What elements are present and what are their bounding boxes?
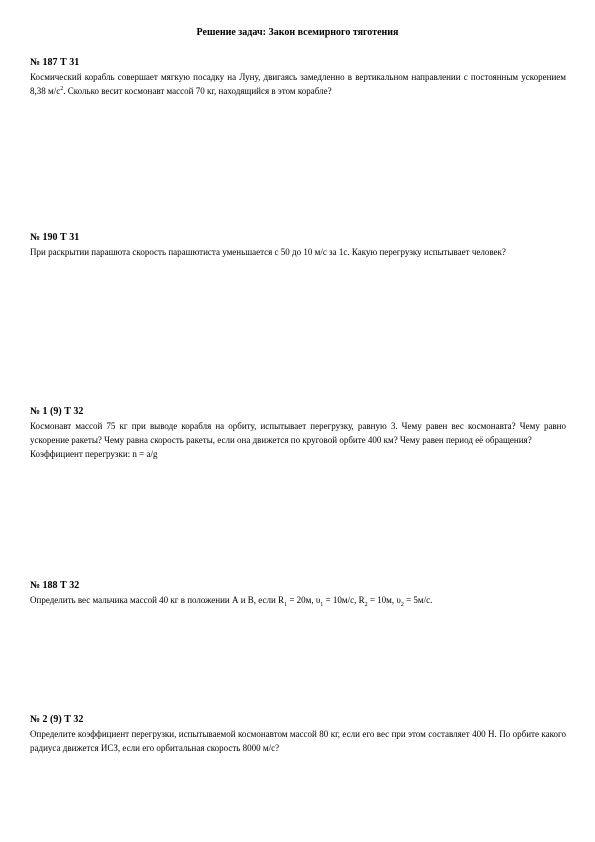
superscript: 2 <box>60 86 64 92</box>
problem-number: № 1 (9) Т 32 <box>30 406 84 417</box>
problem-text-part: = 10м/с, R <box>323 595 365 605</box>
problem-text-part: = 20м, υ <box>287 595 321 605</box>
problem-number: № 188 Т 32 <box>30 580 80 591</box>
problem-187 <box>30 56 566 98</box>
problem-number: № 190 Т 31 <box>30 232 80 243</box>
subscript: 1 <box>284 601 288 608</box>
problem-2-9 <box>30 713 566 755</box>
problem-text: При раскрытии парашюта скорость парашютиста уменьшается с 50 до 10 м/с за 1с. Какую перегрузку испытывает человек? <box>30 247 506 257</box>
problem-number: № 2 (9) Т 32 <box>30 714 84 725</box>
problem-1-9 <box>30 405 566 461</box>
problem-text-part: Космический корабль совершает мягкую посадку на Луну, двигаясь замедленно в вертикальном направлении с постоянным ускорением 8,38 м/с <box>30 72 566 96</box>
document-title: Решение задач: Закон всемирного тяготения <box>196 27 399 38</box>
subscript: 1 <box>320 601 324 608</box>
problem-text-part: . Сколько весит космонавт массой 70 кг, находящийся в этом корабле? <box>63 86 332 96</box>
problem-text-part: = 10м, υ <box>367 595 401 605</box>
problem-text-part: Определить вес мальчика массой 40 кг в положении А и В, если R <box>30 595 285 605</box>
problem-text: Космонавт массой 75 кг при выводе корабля на орбиту, испытывает перегрузку, равную 3. Чему равен вес космонавта? Чему равно ускорение ракеты? Чему равна скорость ракеты, если она движется по круговой орбите 400 км? Чему равен период её обращения? <box>30 421 566 445</box>
subscript: 2 <box>400 601 404 608</box>
problem-text-part: = 5м/с. <box>403 595 433 605</box>
problem-text <box>30 593 566 607</box>
problem-number: № 187 Т 31 <box>30 57 80 68</box>
problem-188 <box>30 579 566 607</box>
problem-text: Определите коэффициент перегрузки, испытываемой космонавтом массой 80 кг, если его вес при этом составляет 400 Н. По орбите какого радиуса движется ИСЗ, если его орбитальная скорость 8000 м/с? <box>30 729 566 753</box>
problem-190 <box>30 231 566 259</box>
overload-formula: Коэффициент перегрузки: n = a/g <box>30 449 158 459</box>
problem-text <box>30 70 566 98</box>
subscript: 2 <box>364 601 368 608</box>
